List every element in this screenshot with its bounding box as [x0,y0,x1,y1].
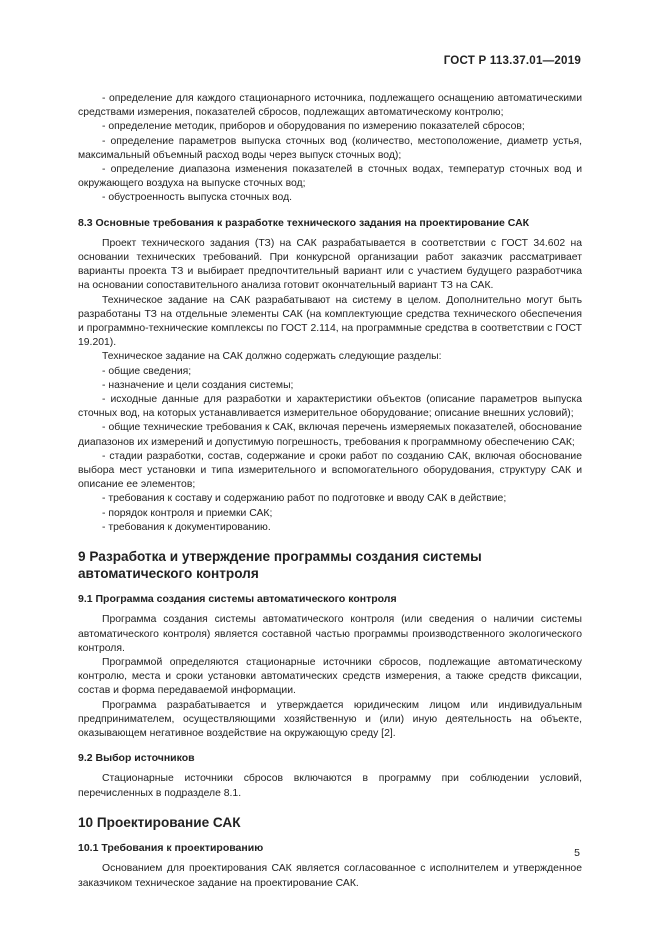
section-10-1-paragraph: Основанием для проектирования САК является согласованное с исполнителем и утвержденное заказчиком техническое задание на проектирование САК. [78,863,582,889]
list-item: - порядок контроля и приемки САК; [102,507,273,519]
list-item: - назначение и цели создания системы; [102,379,294,391]
list-item: - общие сведения; [102,365,192,377]
list-item: - общие технические требования к САК, включая перечень измеряемых показателей, обоснование диапазонов их измерений и допустимую погрешность, требования к программному обеспечению САК; [78,422,582,448]
page-number: 5 [574,847,580,859]
document-header: ГОСТ Р 113.37.01—2019 [443,54,581,67]
section-9-heading: 9 Разработка и утверждение программы создания системы автоматического контроля [78,549,482,581]
page-content [78,92,582,891]
intro-item: - определение диапазона изменения показателей в сточных водах, температур сточных вод и окружающего воздуха на выпуске сточных вод; [78,164,582,190]
section-8-3-heading: 8.3 Основные требования к разработке технического задания на проектирование САК [78,216,530,229]
list-item: - требования к документированию. [102,521,271,533]
list-item: - исходные данные для разработки и характеристики объектов (описание параметров выпуска сточных вод, на которых устанавливается измерительное оборудование; описание внешних условий); [78,394,582,420]
list-item: - стадии разработки, состав, содержание и сроки работ по созданию САК, включая обоснование выбора мест установки и типа измерительного и вспомогательного оборудования, структуру САК и описание ее элементов; [78,450,582,491]
section-9-2-paragraph: Стационарные источники сбросов включаются в программу при соблюдении условий, перечисленных в подразделе 8.1. [78,773,582,799]
list-item: - требования к составу и содержанию работ по подготовке и вводу САК в действие; [102,493,507,505]
section-9-1-paragraph: Программой определяются стационарные источники сбросов, подлежащие автоматическому контролю, места и сроки установки автоматических средств измерения, а также средств фиксации, состав и форма передаваемой информации. [78,656,582,697]
section-10-heading: 10 Проектирование САК [78,814,241,830]
section-8-3-paragraph: Техническое задание на САК разрабатывают на систему в целом. Дополнительно могут быть разработаны ТЗ на отдельные элементы САК (на комплектующие средства технического обеспечения и программно-технические комплексы по ГОСТ 2.114, на программные средства в соответствии с ГОСТ 19.201). [78,294,582,349]
section-9-1-heading: 9.1 Программа создания системы автоматического контроля [78,593,397,606]
intro-item: - определение методик, приборов и оборудования по измерению показателей сбросов; [102,121,525,133]
intro-item: - обустроенность выпуска сточных вод. [102,192,293,204]
section-10-1-heading: 10.1 Требования к проектированию [78,842,264,855]
section-8-3-paragraph: Проект технического задания (ТЗ) на САК разрабатывается в соответствии с ГОСТ 34.602 на основании технических требований. При конкурсной организации работ заказчик рассматривает варианты проекта ТЗ и выбирает предпочтительный вариант или с участием будущего разработчика на основании сопоставительного анализа готовит окончательный вариант ТЗ на САК. [78,237,582,292]
intro-item: - определение для каждого стационарного источника, подлежащего оснащению автоматическими средствами измерения, показателей сбросов, подлежащих автоматическому контролю; [78,93,582,119]
section-9-2-heading: 9.2 Выбор источников [78,752,195,765]
section-9-1-paragraph: Программа создания системы автоматического контроля (или сведения о наличии системы автоматического контроля) является составной частью программы производственного экологического контроля. [78,614,582,654]
intro-item: - определение параметров выпуска сточных вод (количество, местоположение, диаметр устья, максимальный объемный расход воды через выпуск сточных вод); [78,135,582,161]
section-8-3-paragraph: Техническое задание на САК должно содержать следующие разделы: [102,351,442,363]
section-9-1-paragraph: Программа разрабатывается и утверждается юридическим лицом или индивидуальным предпринимателем, осуществляющими хозяйственную и (или) иную деятельность на объекте, оказывающем негативное воздействие на окружающую среду [2]. [78,699,582,739]
